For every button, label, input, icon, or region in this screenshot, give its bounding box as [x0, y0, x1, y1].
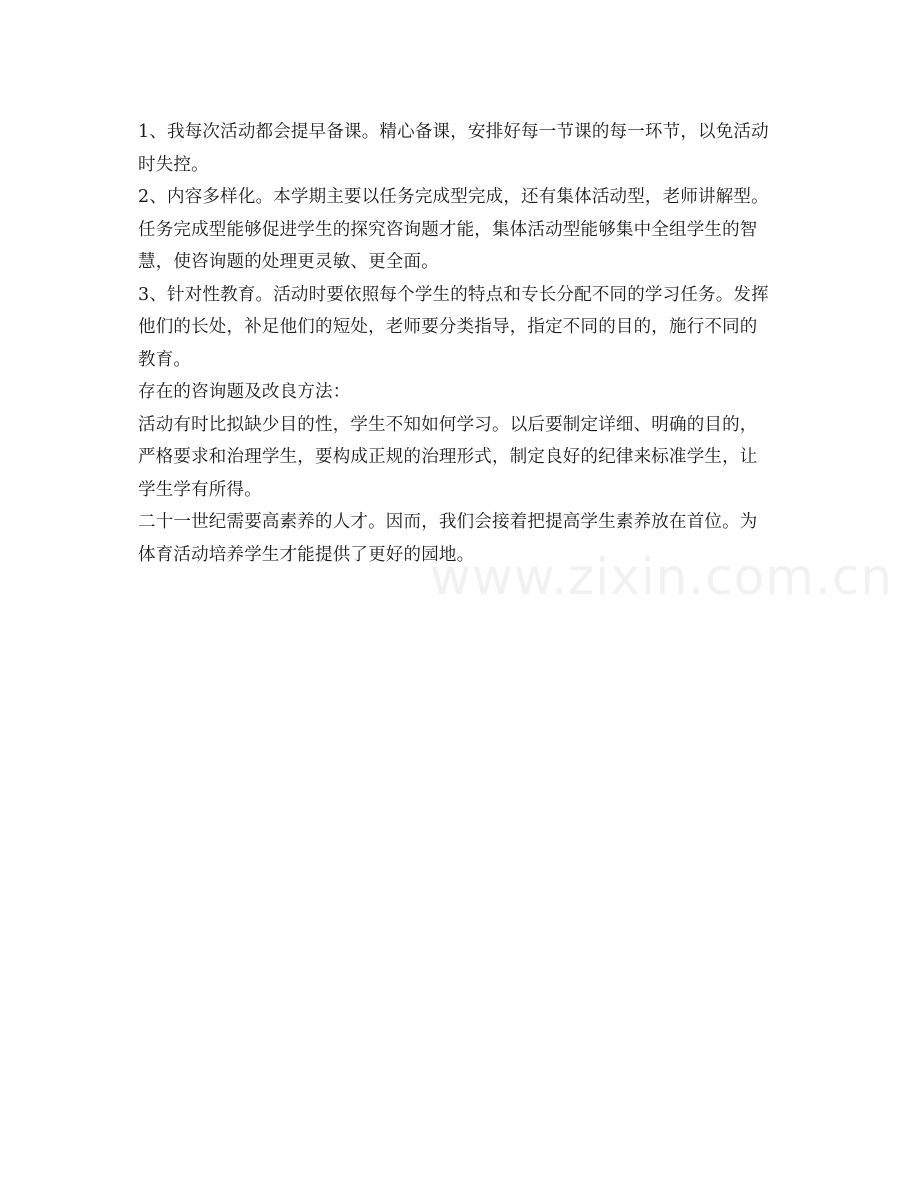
- text-line-4: 任务完成型能够促进学生的探究咨询题才能，集体活动型能够集中全组学生的智: [138, 219, 758, 240]
- text-line-1: 1、我每次活动都会提早备课。精心备课，安排好每一节课的每一环节，以免活动: [138, 122, 769, 142]
- text-line-13: 二十一世纪需要高素养的人才。因而，我们会接着把提高学生素养放在首位。为: [138, 512, 758, 532]
- text-line-11: 严格要求和治理学生，要构成正规的治理形式，制定良好的纪律来标准学生，让: [138, 447, 758, 467]
- text-line-2: 时失控。: [138, 154, 209, 175]
- text-line-7: 他们的长处，补足他们的短处，老师要分类指导，指定不同的目的，施行不同的: [138, 317, 758, 337]
- text-line-10: 活动有时比拟缺少目的性，学生不知如何学习。以后要制定详细、明确的目的，: [138, 414, 758, 435]
- document-body: [138, 116, 788, 571]
- text-line-12: 学生学有所得。: [138, 479, 262, 500]
- text-line-8: 教育。: [138, 349, 192, 370]
- text-line-6: 3、针对性教育。活动时要依照每个学生的特点和专长分配不同的学习任务。发挥: [138, 284, 769, 305]
- text-line-5: 慧，使咨询题的处理更灵敏、更全面。: [138, 252, 439, 272]
- watermark: www.zixin.com.cn: [430, 548, 894, 606]
- text-line-3: 2、内容多样化。本学期主要以任务完成型完成，还有集体活动型，老师讲解型。: [138, 187, 769, 207]
- section-heading: 存在的咨询题及改良方法：: [138, 382, 351, 402]
- text-line-14: 体育活动培养学生才能提供了更好的园地。: [138, 544, 475, 565]
